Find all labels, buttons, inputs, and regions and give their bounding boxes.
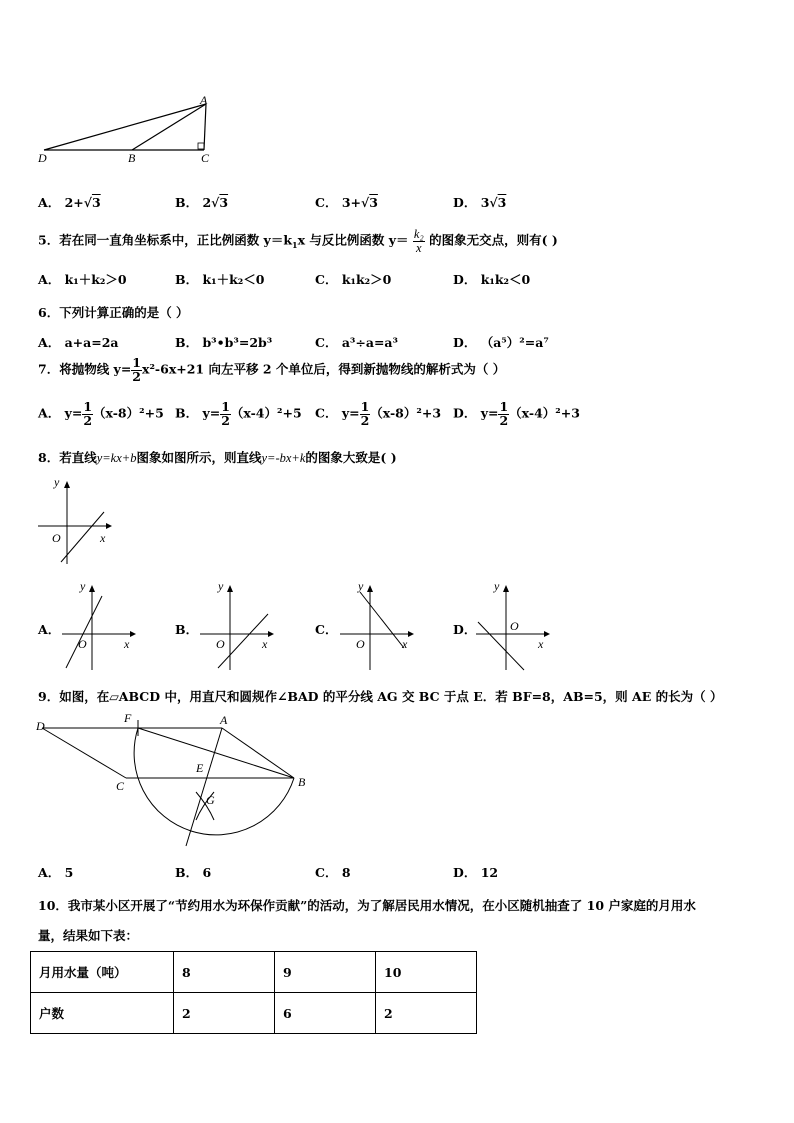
q6-option-c[interactable]: C． a³÷a=a³ (315, 335, 399, 350)
question-5-stem: 5．若在同一直角坐标系中，正比例函数 $y=k_1x$ 与反比例函数 y＝ $\frac{\text{k₂}}{x}$ 的图象无交点，则有( ) (38, 227, 558, 255)
svg-text:A: A (220, 713, 228, 727)
q9-option-b[interactable]: B． 6 (175, 865, 212, 880)
svg-text:x: x (262, 637, 268, 651)
svg-text:E: E (196, 761, 204, 775)
q8-option-c-graph[interactable] (338, 578, 418, 672)
svg-text:O: O (52, 531, 61, 545)
q8-option-d[interactable]: D． (453, 622, 477, 637)
q5-option-c[interactable]: C． k₁k₂＞0 (315, 272, 392, 287)
fraction: $\frac{\text{k₂}}{x}$ (413, 227, 424, 255)
q6-option-a[interactable]: A． a+a=2a (38, 335, 119, 350)
q9-option-d[interactable]: D． 12 (453, 865, 499, 880)
question-9-stem: 9．如图，在▱ABCD 中，用直尺和圆规作∠BAD 的平分线 AG 交 BC 于点 E．若 BF=8，AB=5，则 AE 的长为（ ） (38, 689, 723, 704)
svg-text:x: x (402, 637, 408, 651)
svg-text:y: y (54, 476, 60, 489)
q9-option-c[interactable]: C． 8 (315, 865, 351, 880)
svg-text:y: y (358, 579, 364, 593)
svg-text:y: y (494, 579, 500, 593)
q8-option-b[interactable]: B． (175, 622, 199, 637)
table-cell: 2 (174, 993, 275, 1034)
table-cell: 10 (376, 952, 477, 993)
table-cell: 月用水量（吨） (31, 952, 174, 993)
q6-option-b[interactable]: B． b³•b³=2b³ (175, 335, 273, 350)
svg-text:O: O (356, 637, 365, 651)
svg-text:D: D (36, 719, 45, 733)
table-cell: 6 (275, 993, 376, 1034)
svg-text:G: G (206, 793, 215, 807)
q8-option-a[interactable]: A． (38, 622, 61, 637)
label-B: B (128, 151, 136, 164)
q4-option-a[interactable]: A． 2+√3 (38, 195, 101, 210)
q4-option-c[interactable]: C． 3+√3 (315, 195, 378, 210)
triangle-figure (36, 92, 226, 164)
svg-text:C: C (116, 779, 125, 793)
label-D: D (38, 151, 47, 164)
question-10-line1: 10．我市某小区开展了“节约用水为环保作贡献”的活动，为了解居民用水情况，在小区随机抽查了 10 户家庭的月用水 (38, 898, 696, 913)
q7-option-a[interactable]: A． y= $\frac{1}{2}$ （x-8）²+5 (38, 399, 164, 428)
q8-option-b-graph[interactable] (198, 578, 278, 672)
label-A: A (200, 93, 208, 107)
question-10-line2: 量，结果如下表： (38, 928, 139, 943)
table-cell: 9 (275, 952, 376, 993)
q9-parallelogram-figure (36, 710, 316, 850)
question-6-stem: 6．下列计算正确的是（ ） (38, 305, 189, 320)
table-cell: 2 (376, 993, 477, 1034)
q5-option-b[interactable]: B． k₁＋k₂＜0 (175, 272, 265, 287)
q4-option-d[interactable]: D． 3√3 (453, 195, 507, 210)
table-cell: 户数 (31, 993, 174, 1034)
svg-text:x: x (124, 637, 130, 651)
q8-option-c[interactable]: C． (315, 622, 338, 637)
svg-text:O: O (510, 619, 519, 633)
q4-option-b[interactable]: B． 2√3 (175, 195, 229, 210)
table-row (31, 952, 477, 993)
q7-option-b[interactable]: B． y= $\frac{1}{2}$ （x-4）²+5 (175, 399, 302, 428)
q6-option-d[interactable]: D． （a⁵）²=a⁷ (453, 335, 549, 350)
q8-option-a-graph[interactable] (60, 578, 140, 672)
question-7-stem: 7．将抛物线 y= $\frac{1}{2}$ x²-6x+21 向左平移 2 个单位后，得到新抛物线的解析式为（ ） (38, 355, 506, 384)
water-usage-table (30, 951, 477, 1034)
q7-option-d[interactable]: D． y= $\frac{1}{2}$ （x-4）²+3 (453, 399, 580, 428)
table-cell: 8 (174, 952, 275, 993)
svg-text:x: x (100, 531, 106, 545)
q7-option-c[interactable]: C． y= $\frac{1}{2}$ （x-8）²+3 (315, 399, 442, 428)
q5-option-d[interactable]: D． k₁k₂＜0 (453, 272, 531, 287)
table-row (31, 993, 477, 1034)
svg-text:B: B (298, 775, 306, 789)
q9-option-a[interactable]: A． 5 (38, 865, 74, 880)
svg-text:O: O (216, 637, 225, 651)
svg-text:x: x (538, 637, 544, 651)
q5-option-a[interactable]: A． k₁＋k₂＞0 (38, 272, 127, 287)
q8-option-d-graph[interactable] (474, 578, 554, 672)
svg-text:F: F (124, 711, 132, 725)
svg-text:y: y (218, 579, 224, 593)
label-C: C (201, 151, 210, 164)
svg-text:y: y (80, 579, 86, 593)
svg-text:O: O (78, 637, 87, 651)
q8-given-graph (34, 476, 114, 566)
question-8-stem: 8．若直线y=kx+b图象如图所示，则直线y=-bx+k的图象大致是( ) (38, 450, 397, 465)
